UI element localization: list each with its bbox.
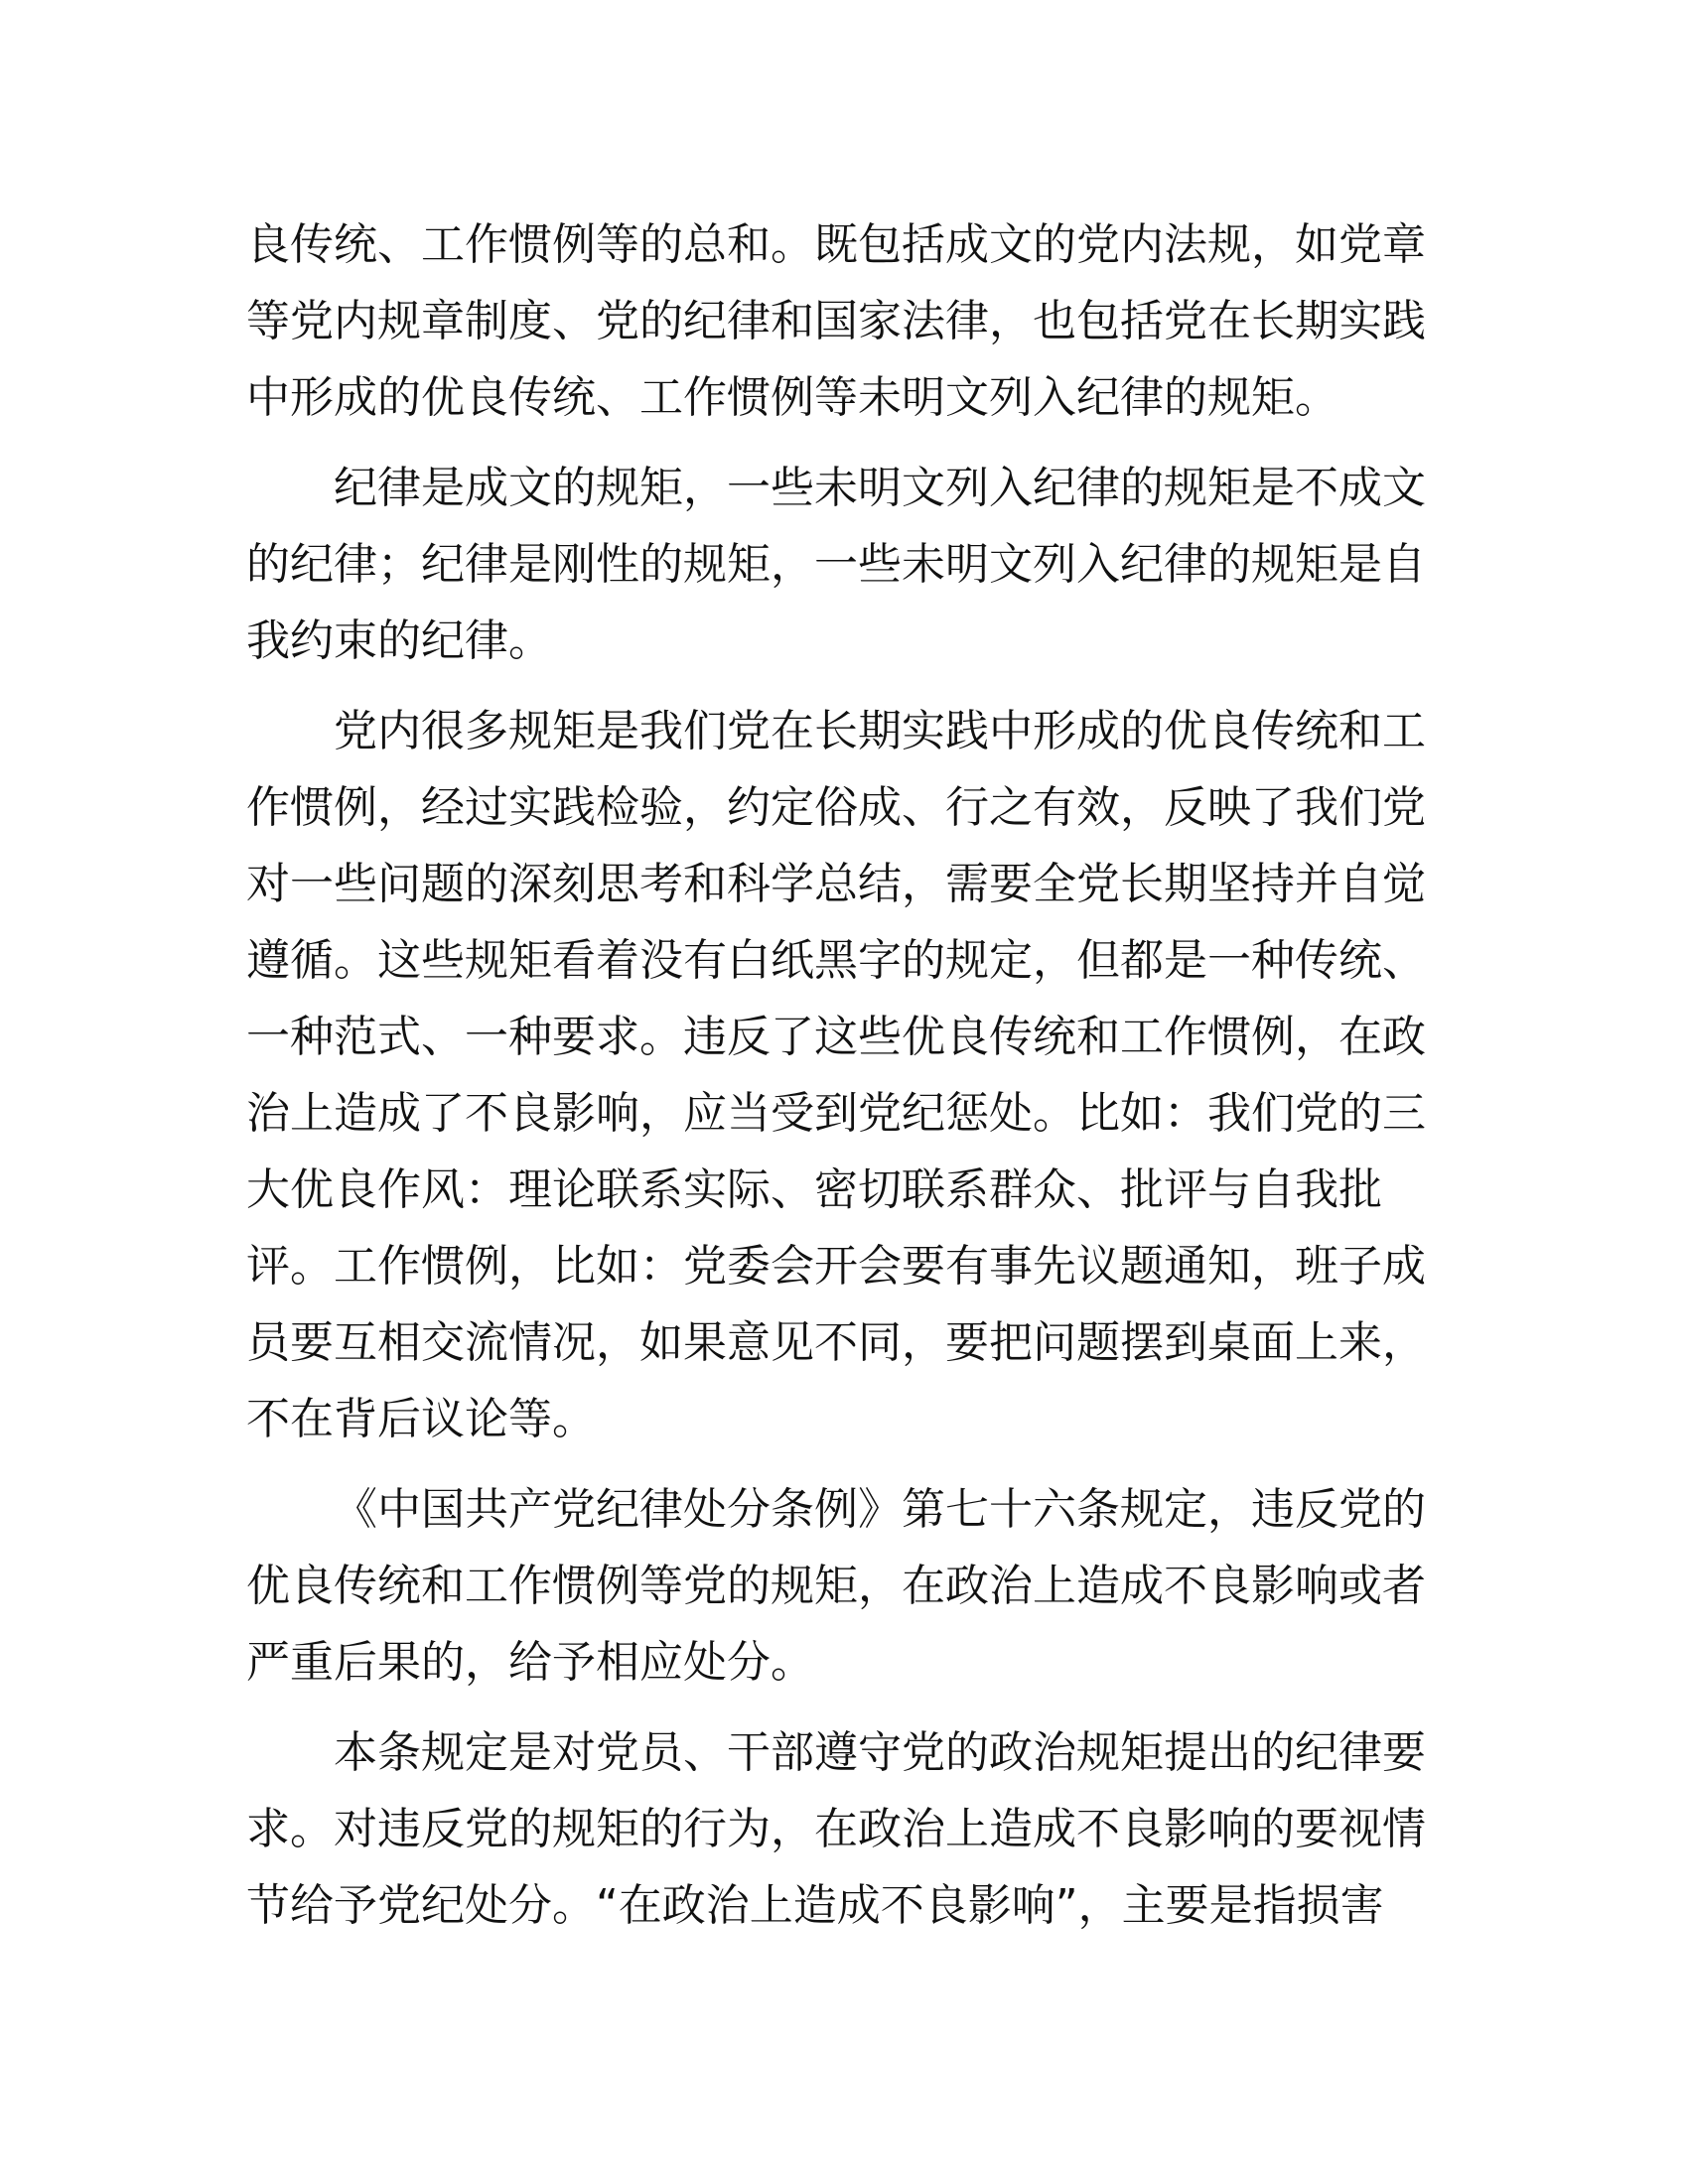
paragraph-5 xyxy=(246,1714,1433,1944)
text-line: 求。对违反党的规矩的行为，在政治上造成不良影响的要视情 xyxy=(246,1804,1426,1854)
text-line: 良传统、工作惯例等的总和。既包括成文的党内法规，如党章 xyxy=(246,219,1426,270)
text-line: 优良传统和工作惯例等党的规矩，在政治上造成不良影响或者 xyxy=(246,1561,1426,1611)
paragraph-4 xyxy=(246,1471,1433,1701)
text-line: 大优良作风：理论联系实际、密切联系群众、批评与自我批 xyxy=(246,1164,1382,1215)
text-line: 本条规定是对党员、干部遵守党的政治规矩提出的纪律要 xyxy=(334,1727,1426,1778)
text-line: 对一些问题的深刻思考和科学总结，需要全党长期坚持并自觉 xyxy=(246,859,1426,909)
text-line: 不在背后议论等。 xyxy=(246,1394,596,1444)
text-line: 评。工作惯例，比如：党委会开会要有事先议题通知，班子成 xyxy=(246,1241,1426,1292)
text-line: 节给予党纪处分。“在政治上造成不良影响”，主要是指损害 xyxy=(246,1880,1384,1931)
paragraph-2 xyxy=(246,450,1433,679)
text-line: 我约束的纪律。 xyxy=(246,615,552,666)
text-line: 纪律是成文的规矩，一些未明文列入纪律的规矩是不成文 xyxy=(334,463,1426,513)
paragraph-1 xyxy=(246,206,1433,436)
text-line: 遵循。这些规矩看着没有白纸黑字的规定，但都是一种传统、 xyxy=(246,935,1426,986)
text-line: 的纪律；纪律是刚性的规矩，一些未明文列入纪律的规矩是自 xyxy=(246,539,1426,590)
paragraph-3 xyxy=(246,693,1433,1457)
text-line: 党内很多规矩是我们党在长期实践中形成的优良传统和工 xyxy=(334,706,1426,756)
text-line: 中形成的优良传统、工作惯例等未明文列入纪律的规矩。 xyxy=(246,372,1338,423)
text-line: 员要互相交流情况，如果意见不同，要把问题摆到桌面上来， xyxy=(246,1317,1426,1368)
text-line: 严重后果的，给予相应处分。 xyxy=(246,1637,814,1688)
text-line: 治上造成了不良影响，应当受到党纪惩处。比如：我们党的三 xyxy=(246,1088,1426,1139)
text-line: 一种范式、一种要求。违反了这些优良传统和工作惯例，在政 xyxy=(246,1012,1426,1062)
text-line: 《中国共产党纪律处分条例》第七十六条规定，违反党的 xyxy=(334,1484,1426,1535)
text-line: 作惯例，经过实践检验，约定俗成、行之有效，反映了我们党 xyxy=(246,782,1426,833)
text-line: 等党内规章制度、党的纪律和国家法律，也包括党在长期实践 xyxy=(246,296,1426,346)
document-body xyxy=(246,206,1433,1958)
